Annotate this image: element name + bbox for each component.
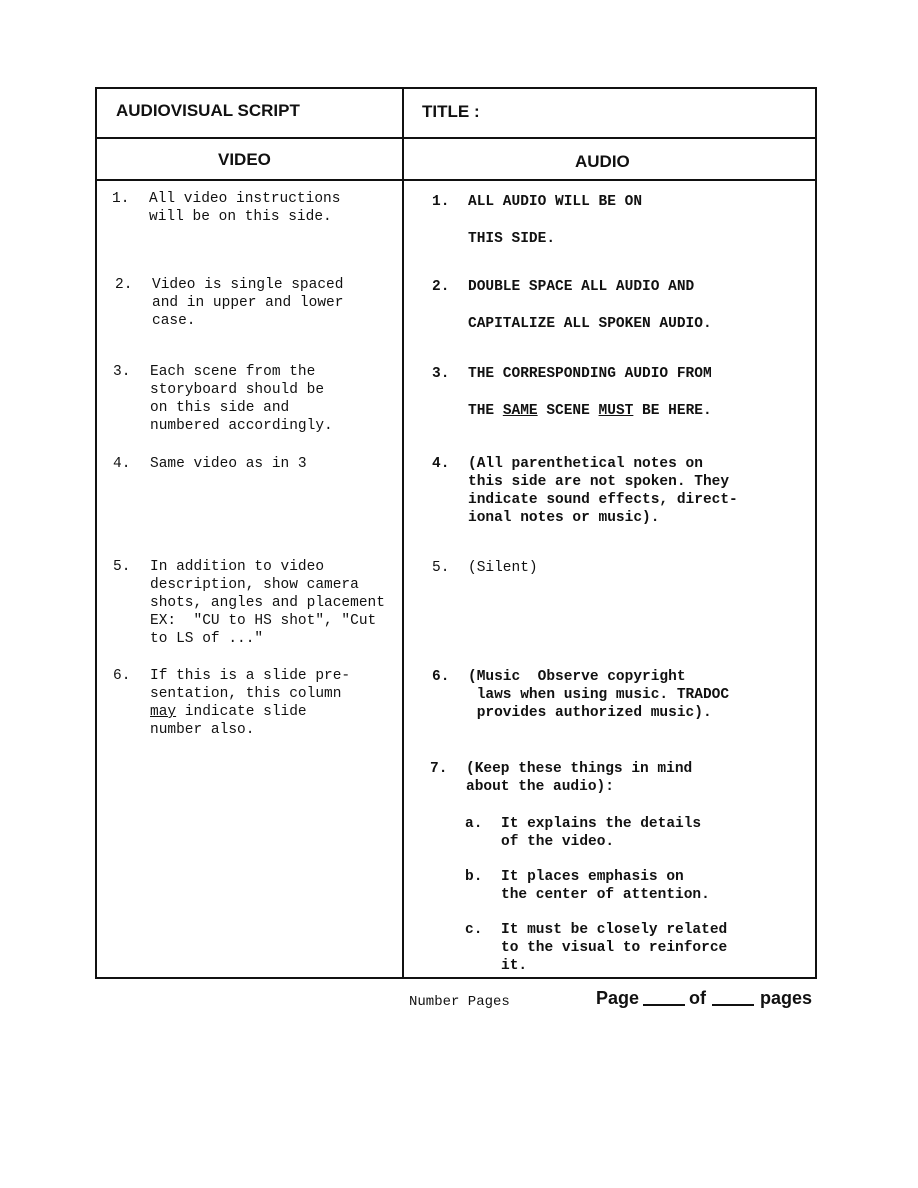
video-line: Same video as in 3 <box>150 456 307 472</box>
column-divider <box>402 87 404 979</box>
item-number: 6. <box>432 669 450 685</box>
video-line: EX: "CU to HS shot", "Cut <box>150 613 377 629</box>
subitem-letter: a. <box>465 816 483 832</box>
item-number: 7. <box>430 761 448 777</box>
video-line: will be on this side. <box>149 209 332 225</box>
audio-text: THE <box>468 403 503 419</box>
video-line: and in upper and lower <box>152 295 344 311</box>
video-line: description, show camera <box>150 577 359 593</box>
audio-line: of the video. <box>501 834 615 850</box>
underlined-word: MUST <box>598 403 634 419</box>
audio-line: to the visual to reinforce <box>501 940 728 956</box>
page-label: Page <box>596 988 640 1008</box>
video-line: to LS of ..." <box>150 631 264 647</box>
video-line: case. <box>152 313 196 329</box>
video-text: indicate slide <box>176 704 307 720</box>
of-label: of <box>689 988 707 1008</box>
audio-line: (Keep these things in mind <box>466 761 693 777</box>
video-line: sentation, this column <box>150 686 342 702</box>
video-line: If this is a slide pre- <box>150 668 351 684</box>
audio-line: the center of attention. <box>501 887 710 903</box>
video-line: numbered accordingly. <box>150 418 333 434</box>
header-divider <box>95 137 817 139</box>
audio-line: (Silent) <box>468 560 538 576</box>
item-number: 2. <box>432 279 450 295</box>
underlined-word: may <box>150 704 177 720</box>
item-number: 4. <box>113 456 131 472</box>
audio-line: laws when using music. TRADOC <box>468 687 730 703</box>
audio-line: It explains the details <box>501 816 702 832</box>
video-line: Each scene from the <box>150 364 316 380</box>
audio-line: (All parenthetical notes on <box>468 456 703 472</box>
video-line: In addition to video <box>150 559 325 575</box>
audio-line: ional notes or music). <box>468 510 660 526</box>
item-number: 1. <box>432 194 450 210</box>
audio-line: (Music Observe copyright <box>468 669 686 685</box>
item-number: 5. <box>113 559 131 575</box>
number-pages-note: Number Pages <box>409 994 510 1010</box>
script-label: AUDIOVISUAL SCRIPT <box>116 101 300 120</box>
underlined-word: SAME <box>502 403 538 419</box>
audio-line: ALL AUDIO WILL BE ON <box>468 194 643 210</box>
audio-line: DOUBLE SPACE ALL AUDIO AND <box>468 279 695 295</box>
audio-line: CAPITALIZE ALL SPOKEN AUDIO. <box>468 316 712 332</box>
video-heading: VIDEO <box>218 150 271 169</box>
video-line: storyboard should be <box>150 382 325 398</box>
video-line: All video instructions <box>149 191 341 207</box>
audio-line: It must be closely related <box>501 922 728 938</box>
audio-line: about the audio): <box>466 779 614 795</box>
column-heading-divider <box>95 179 817 181</box>
subitem-letter: c. <box>465 922 483 938</box>
video-line: shots, angles and placement <box>150 595 385 611</box>
audio-heading: AUDIO <box>575 152 630 171</box>
item-number: 3. <box>113 364 131 380</box>
subitem-letter: b. <box>465 869 483 885</box>
audio-line: It places emphasis on <box>501 869 684 885</box>
pages-label: pages <box>760 988 813 1008</box>
audio-line: indicate sound effects, direct- <box>468 492 738 508</box>
audio-line <box>468 402 788 420</box>
audio-line: THE CORRESPONDING AUDIO FROM <box>468 366 712 382</box>
audio-text: BE HERE. <box>633 403 712 419</box>
audio-line: this side are not spoken. They <box>468 474 730 490</box>
audio-text: SCENE <box>537 403 599 419</box>
item-number: 6. <box>113 668 131 684</box>
audio-line: THIS SIDE. <box>468 231 556 247</box>
item-number: 3. <box>432 366 450 382</box>
item-number: 1. <box>112 191 130 207</box>
page-number-blank <box>643 1004 685 1006</box>
video-line: on this side and <box>150 400 290 416</box>
item-number: 2. <box>115 277 133 293</box>
audio-line: provides authorized music). <box>468 705 712 721</box>
video-line <box>150 703 400 721</box>
title-label: TITLE : <box>422 102 480 121</box>
audio-line: it. <box>501 958 528 974</box>
item-number: 4. <box>432 456 450 472</box>
video-line: Video is single spaced <box>152 277 344 293</box>
page-of-pages <box>596 988 812 1009</box>
video-line: number also. <box>150 722 255 738</box>
item-number: 5. <box>432 560 450 576</box>
total-pages-blank <box>712 1004 754 1006</box>
